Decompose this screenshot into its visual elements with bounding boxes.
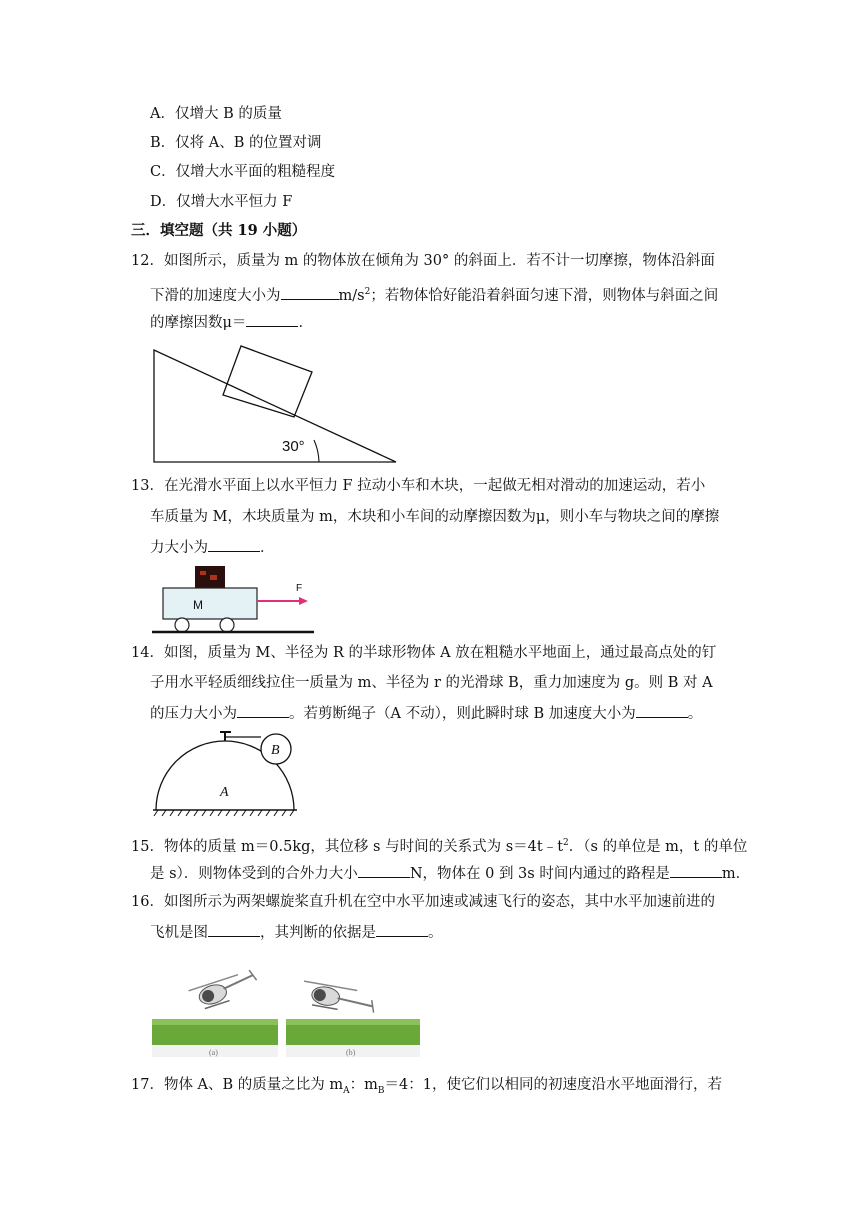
q15-line1: 15．物体的质量 m＝0.5kg，其位移 s 与时间的关系式为 $s=4t﹣t^2$．（s 的单位是 m，t 的单位 — [131, 838, 748, 855]
option-c: C．仅增大水平面的粗糙程度 — [150, 164, 336, 180]
cart-body — [163, 588, 257, 619]
option-a: A．仅增大 B 的质量 — [150, 106, 282, 122]
option-d: D．仅增大水平恒力 F — [150, 194, 293, 210]
angle-label: 30° — [282, 438, 305, 455]
angle-arc — [314, 440, 319, 462]
answer-blank[interactable] — [246, 312, 298, 327]
q13-line1: 13．在光滑水平面上以水平恒力 F 拉动小车和木块，一起做无相对滑动的加速运动，若小 — [131, 478, 706, 494]
helicopter-photo-a — [152, 963, 278, 1057]
block-on-incline — [223, 346, 312, 417]
answer-blank[interactable] — [208, 537, 260, 552]
q12-line3: 的摩擦因数μ＝ ． — [150, 312, 313, 333]
q12-line1: 12．如图所示，质量为 m 的物体放在倾角为 30° 的斜面上．若不计一切摩擦，物体沿斜面 — [131, 253, 715, 269]
q14-line3: 的压力大小为 。若剪断绳子（A 不动），则此瞬时球 B 加速度大小为 。 — [150, 703, 702, 724]
caption-a: (a) — [209, 1048, 218, 1057]
helicopter-photo-b — [286, 963, 420, 1057]
q14-line2: 子用水平轻质细线拉住一质量为 m、半径为 r 的光滑球 B，重力加速度为 g。则 B 对 A — [150, 675, 713, 691]
caption-b: (b) — [346, 1048, 356, 1057]
q16-line1: 16．如图所示为两架螺旋桨直升机在空中水平加速或减速飞行的姿态，其中水平加速前进的 — [131, 894, 715, 910]
answer-blank[interactable] — [281, 285, 339, 300]
wheel — [220, 618, 234, 632]
q14-line1: 14．如图，质量为 M、半径为 R 的半球形物体 A 放在粗糙水平地面上，通过最高点处的钉 — [131, 645, 717, 661]
q15-line2: 是 s）．则物体受到的合外力大小 N，物体在 0 到 3s 时间内通过的路程是 m． — [150, 863, 750, 884]
answer-blank[interactable] — [237, 703, 289, 718]
section-title: 三．填空题（共 19 小题） — [131, 222, 307, 239]
hemisphere-figure — [150, 728, 300, 818]
incline-figure — [150, 342, 402, 466]
q17-line1: 17．物体 A、B 的质量之比为 $m_A$：$m_B=4$：1，使它们以相同的初速度沿水平地面滑行，若 — [131, 1077, 722, 1096]
label-a: A — [220, 785, 229, 800]
option-b: B．仅将 A、B 的位置对调 — [150, 135, 322, 151]
cart-label: M — [193, 598, 203, 612]
answer-blank[interactable] — [376, 922, 428, 937]
cart-figure — [150, 562, 320, 636]
wheel — [175, 618, 189, 632]
answer-blank[interactable] — [670, 863, 722, 878]
answer-blank[interactable] — [358, 863, 410, 878]
answer-blank[interactable] — [636, 703, 688, 718]
q12-line2: 下滑的加速度大小为 $m/s^2$；若物体恰好能沿着斜面匀速下滑，则物体与斜面之间 — [150, 282, 718, 306]
q13-line3: 力大小为 ． — [150, 537, 275, 558]
q16-line2: 飞机是图 ，其判断的依据是 。 — [150, 922, 443, 943]
q13-line2: 车质量为 M，木块质量为 m，木块和小车间的动摩擦因数为μ，则小车与物块之间的摩擦 — [150, 509, 720, 525]
label-b: B — [271, 743, 280, 758]
force-label: F — [296, 583, 303, 594]
answer-blank[interactable] — [208, 922, 260, 937]
